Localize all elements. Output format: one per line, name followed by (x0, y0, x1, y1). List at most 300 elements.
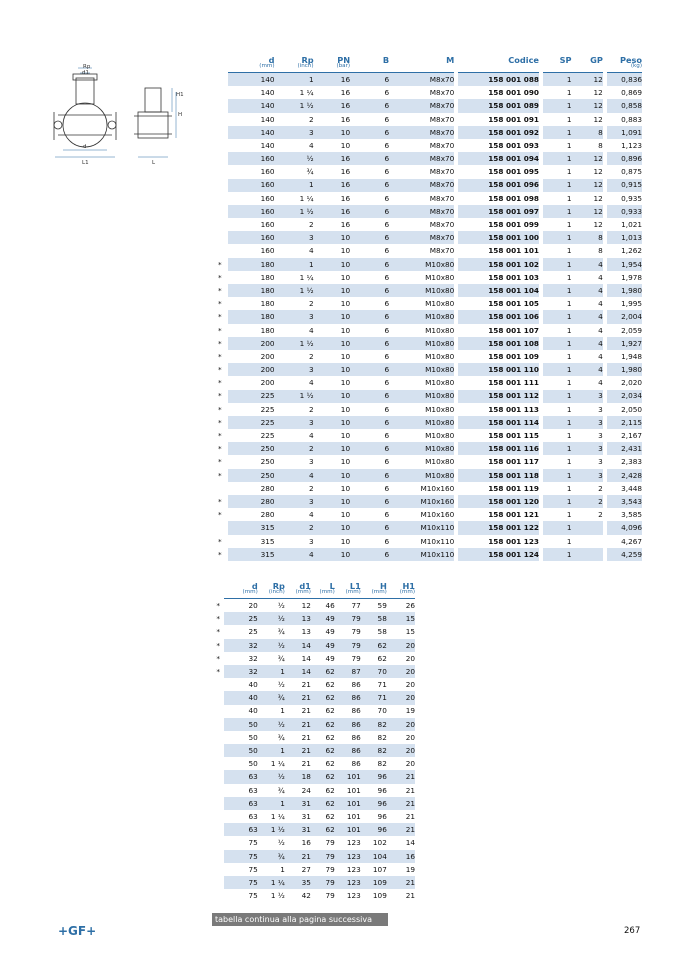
cell-gp: 8 (572, 231, 603, 244)
cell-rp: 3 (275, 363, 314, 376)
cell-b: 6 (384, 404, 390, 414)
cell-d: 40 (224, 691, 257, 704)
cell-rp: 2 (308, 483, 314, 493)
table-row (212, 469, 642, 482)
table-row (212, 548, 642, 561)
cell-peso: 3,448 (621, 483, 642, 493)
table-row (212, 889, 415, 902)
cell-codice: 158 001 101 (488, 246, 539, 256)
cell-sp: 1 (543, 126, 572, 139)
cell-h1: 21 (387, 823, 415, 836)
cell-l1: 87 (335, 665, 361, 678)
cell-rp: ¾ (306, 167, 314, 177)
cell-l1: 101 (346, 811, 361, 821)
header-pn: PN (337, 54, 351, 65)
cell-rp: 3 (275, 495, 314, 508)
cell-sp: 1 (566, 193, 572, 203)
row-star (212, 179, 228, 192)
cell-sp: 1 (543, 521, 572, 534)
cell-d: 250 (260, 457, 275, 467)
cell-pn: 10 (314, 337, 350, 350)
cell-h1: 21 (405, 891, 415, 901)
cell-codice: 158 001 104 (458, 284, 539, 297)
table-row (212, 521, 642, 534)
row-star: * (212, 455, 228, 468)
table-units-row (212, 64, 642, 73)
cell-rp: ½ (258, 639, 285, 652)
cell-h1: 26 (387, 599, 415, 613)
cell-l1: 77 (335, 599, 361, 613)
cell-peso: 3,543 (607, 495, 642, 508)
diagram-label-l: L (152, 160, 156, 166)
cell-d: 315 (228, 548, 275, 561)
cell-h1: 20 (387, 639, 415, 652)
cell-l: 62 (311, 665, 335, 678)
cell-d: 75 (224, 850, 257, 863)
cell-sp: 1 (566, 457, 572, 467)
cell-d: 25 (224, 612, 257, 625)
cell-h: 71 (361, 691, 387, 704)
cell-d1: 27 (301, 864, 311, 874)
cell-m: M10x80 (389, 390, 454, 403)
cell-gp: 12 (572, 152, 603, 165)
cell-sp: 1 (566, 114, 572, 124)
table-row (212, 297, 642, 310)
header-l1: L1 (349, 580, 361, 591)
cell-codice: 158 001 092 (458, 126, 539, 139)
cell-l: 46 (311, 599, 335, 613)
cell-sp: 1 (543, 258, 572, 271)
cell-rp: 1 ½ (270, 891, 285, 901)
row-star: * (212, 363, 228, 376)
cell-rp: 1 ¼ (299, 193, 314, 203)
cell-peso: 2,059 (621, 325, 642, 335)
cell-peso: 2,428 (607, 469, 642, 482)
cell-gp: 4 (572, 337, 603, 350)
cell-b: 6 (384, 536, 390, 546)
cell-h: 70 (361, 665, 387, 678)
cell-codice: 158 001 109 (488, 351, 539, 361)
cell-codice: 158 001 121 (488, 510, 539, 520)
cell-l1: 86 (351, 732, 361, 742)
cell-h: 96 (361, 823, 387, 836)
cell-h: 107 (372, 864, 387, 874)
table-row (212, 625, 415, 638)
row-star: * (212, 258, 228, 271)
unit-2: (mm) (285, 590, 311, 599)
cell-pn: 10 (340, 483, 351, 493)
cell-sp: 1 (566, 351, 572, 361)
cell-codice: 158 001 118 (458, 469, 539, 482)
cell-pn: 10 (340, 431, 351, 440)
cell-gp: 12 (593, 193, 603, 203)
cell-d1: 35 (285, 876, 311, 889)
cell-gp: 3 (572, 416, 603, 429)
cell-sp: 1 (543, 495, 572, 508)
cell-rp: 2 (308, 299, 314, 309)
row-star (212, 744, 224, 757)
header-d: d (268, 54, 275, 65)
cell-peso: 0,858 (607, 99, 642, 112)
cell-h1: 15 (405, 627, 415, 637)
cell-gp: 4 (598, 325, 603, 335)
cell-codice: 158 001 090 (488, 88, 539, 98)
diagram-label-d: d (83, 144, 87, 150)
row-star: * (212, 548, 228, 561)
cell-d1: 18 (285, 770, 311, 783)
cell-d1: 14 (301, 653, 311, 663)
diagram-label-h: H (178, 112, 183, 118)
cell-h1: 21 (405, 785, 415, 795)
table-row (212, 403, 642, 416)
cell-peso: 1,262 (621, 246, 642, 256)
header-b: B (382, 54, 390, 65)
row-star (212, 691, 224, 704)
cell-rp: 1 ¼ (258, 876, 285, 889)
cell-rp: 1 (258, 744, 285, 757)
cell-d: 280 (228, 495, 275, 508)
cell-rp: 1 (258, 797, 285, 810)
cell-h1: 20 (387, 744, 415, 757)
table-row (212, 192, 642, 205)
cell-m: M10x80 (425, 457, 455, 467)
cell-codice: 158 001 105 (488, 299, 539, 309)
cell-l: 62 (311, 797, 335, 810)
cell-rp: 1 (275, 258, 314, 271)
unit-1: (inch) (258, 590, 285, 599)
table-row (212, 86, 642, 99)
cell-peso: 1,091 (607, 126, 642, 139)
cell-m: M8x70 (389, 179, 454, 192)
table-row (212, 179, 642, 192)
cell-peso: 1,980 (607, 284, 642, 297)
cell-gp: 3 (572, 390, 603, 403)
cell-d: 25 (248, 627, 258, 637)
cell-d: 280 (260, 483, 275, 493)
cell-d: 200 (228, 337, 275, 350)
cell-rp: 4 (308, 140, 314, 150)
saddle-diagram (40, 60, 200, 170)
cell-b: 6 (384, 246, 390, 256)
cell-sp: 1 (566, 88, 572, 98)
cell-gp: 3 (572, 442, 603, 455)
cell-rp: 1 ½ (275, 205, 314, 218)
cell-peso: 1,013 (607, 231, 642, 244)
cell-l: 62 (325, 811, 335, 821)
cell-rp: 4 (308, 246, 314, 256)
cell-h1: 20 (405, 732, 415, 742)
table-row (212, 731, 415, 744)
cell-d: 160 (260, 220, 275, 229)
cell-rp: 1 ½ (275, 284, 314, 297)
cell-b: 6 (350, 495, 389, 508)
cell-b: 6 (350, 469, 389, 482)
cell-gp: 4 (598, 299, 603, 309)
cell-gp: 12 (572, 179, 603, 192)
cell-pn: 10 (314, 258, 350, 271)
cell-d: 250 (228, 469, 275, 482)
cell-d: 160 (260, 167, 275, 177)
cell-d: 50 (248, 759, 258, 769)
cell-h: 82 (361, 718, 387, 731)
table-row (212, 442, 642, 455)
cell-sp: 1 (543, 179, 572, 192)
cell-d: 32 (224, 639, 257, 652)
table-row (212, 390, 642, 403)
cell-d1: 13 (301, 627, 311, 637)
cell-h: 62 (361, 639, 387, 652)
cell-h: 82 (361, 744, 387, 757)
cell-rp: 1 ¼ (299, 272, 314, 282)
table-row (212, 744, 415, 757)
row-star: * (212, 324, 228, 337)
row-star (212, 482, 228, 495)
header-h1: H1 (402, 580, 415, 591)
cell-m: M10x80 (425, 404, 455, 414)
dimensions-table (212, 578, 415, 902)
cell-sp: 1 (543, 99, 572, 112)
cell-pn: 10 (314, 521, 350, 534)
cell-d: 75 (248, 891, 258, 901)
table-row (212, 836, 415, 849)
cell-l: 62 (325, 785, 335, 795)
cell-sp: 1 (543, 390, 572, 403)
cell-rp: 1 ½ (275, 337, 314, 350)
cell-gp: 8 (598, 140, 603, 150)
unit-1: (inch) (275, 64, 314, 73)
cell-gp: 12 (593, 220, 603, 229)
cell-h: 96 (361, 797, 387, 810)
cell-b: 6 (350, 548, 389, 561)
cell-sp: 1 (543, 337, 572, 350)
cell-pn: 16 (314, 73, 350, 87)
unit-3 (350, 64, 389, 73)
table-row (212, 205, 642, 218)
cell-b: 6 (350, 390, 389, 403)
cell-m: M10x80 (389, 284, 454, 297)
cell-d1: 31 (285, 823, 311, 836)
diagram-label-d1: d1 (82, 70, 89, 76)
table-row (212, 376, 642, 389)
unit-5 (458, 64, 539, 73)
cell-rp: 1 ¼ (270, 759, 285, 769)
cell-l: 62 (311, 744, 335, 757)
cell-b: 6 (350, 231, 389, 244)
cell-l1: 123 (335, 850, 361, 863)
cell-d1: 21 (301, 732, 311, 742)
row-star (212, 205, 228, 218)
cell-l: 62 (325, 706, 335, 716)
cell-m: M8x70 (389, 99, 454, 112)
table-row (212, 863, 415, 876)
cell-pn: 16 (340, 88, 351, 98)
cell-pn: 10 (340, 299, 351, 309)
cell-pn: 16 (340, 220, 351, 229)
row-star (212, 521, 228, 534)
cell-m: M8x70 (429, 114, 455, 124)
cell-sp: 1 (566, 272, 572, 282)
cell-l1: 79 (335, 639, 361, 652)
cell-pn: 10 (340, 140, 351, 150)
table-row (212, 244, 642, 257)
cell-h: 82 (377, 759, 387, 769)
unit-spacer (212, 64, 228, 73)
cell-l: 79 (325, 838, 335, 848)
cell-l: 79 (311, 850, 335, 863)
cell-pn: 10 (340, 325, 351, 335)
cell-d: 160 (228, 179, 275, 192)
cell-codice: 158 001 093 (488, 140, 539, 150)
cell-m: M10x80 (389, 363, 454, 376)
cell-h1: 20 (387, 691, 415, 704)
cell-rp: 2 (275, 442, 314, 455)
cell-rp: 3 (275, 310, 314, 323)
cell-gp: 8 (598, 246, 603, 256)
cell-d1: 21 (301, 680, 311, 690)
cell-l1: 123 (346, 864, 361, 874)
cell-d1: 42 (301, 891, 311, 901)
row-star: * (212, 639, 224, 652)
cell-d1: 16 (301, 838, 311, 848)
cell-peso: 2,020 (621, 378, 642, 388)
cell-d1: 31 (301, 811, 311, 821)
cell-pn: 10 (314, 284, 350, 297)
page-number: 267 (624, 926, 641, 936)
row-star (212, 218, 228, 231)
cell-codice: 158 001 120 (458, 495, 539, 508)
cell-l1: 101 (335, 823, 361, 836)
cell-codice: 158 001 113 (488, 404, 539, 414)
cell-h1: 20 (387, 718, 415, 731)
cell-d: 225 (228, 390, 275, 403)
cell-rp: 3 (308, 457, 314, 467)
cell-b: 6 (350, 179, 389, 192)
cell-gp: 12 (593, 88, 603, 98)
cell-rp: 1 ¼ (270, 811, 285, 821)
table-row (212, 482, 642, 495)
cell-d: 225 (228, 416, 275, 429)
cell-d1: 31 (285, 797, 311, 810)
row-star (212, 165, 228, 178)
cell-l1: 79 (335, 612, 361, 625)
cell-m: M8x70 (429, 167, 455, 177)
cell-rp: ¾ (277, 785, 285, 795)
cell-sp: 1 (566, 536, 572, 546)
cell-h: 59 (361, 599, 387, 613)
row-star (212, 797, 224, 810)
cell-d: 315 (228, 521, 275, 534)
cell-l: 62 (311, 770, 335, 783)
row-star (212, 770, 224, 783)
cell-h1: 15 (387, 612, 415, 625)
cell-l: 49 (311, 639, 335, 652)
cell-h1: 19 (405, 864, 415, 874)
cell-sp: 1 (566, 220, 572, 229)
cell-gp: 4 (598, 378, 603, 388)
cell-rp: ¾ (277, 627, 285, 637)
table-row (212, 271, 642, 284)
cell-h1: 19 (405, 706, 415, 716)
row-star: * (212, 376, 228, 389)
cell-h: 71 (377, 680, 387, 690)
cell-peso: 0,935 (621, 193, 642, 203)
cell-gp: 4 (598, 351, 603, 361)
cell-rp: 2 (308, 220, 314, 229)
cell-peso: 0,869 (621, 88, 642, 98)
row-star: * (212, 469, 228, 482)
header-d1: d1 (299, 580, 311, 591)
cell-b: 6 (384, 299, 390, 309)
cell-peso: 2,034 (607, 390, 642, 403)
cell-rp: 1 ½ (275, 99, 314, 112)
unit-4 (389, 64, 454, 73)
cell-rp: 1 (280, 706, 285, 716)
cell-d: 140 (228, 73, 275, 87)
cell-codice: 158 001 102 (458, 258, 539, 271)
cell-codice: 158 001 110 (458, 363, 539, 376)
cell-gp: 4 (572, 363, 603, 376)
table-row (212, 784, 415, 797)
cell-codice: 158 001 096 (458, 179, 539, 192)
row-star (212, 850, 224, 863)
cell-d: 250 (228, 442, 275, 455)
cell-d: 160 (260, 193, 275, 203)
cell-h1: 21 (405, 811, 415, 821)
cell-codice: 158 001 124 (458, 548, 539, 561)
cell-l1: 101 (335, 770, 361, 783)
cell-pn: 16 (340, 114, 351, 124)
cell-peso: 0,896 (607, 152, 642, 165)
cell-sp: 1 (566, 510, 572, 520)
table-row (212, 823, 415, 836)
cell-rp: 3 (308, 536, 314, 546)
cell-peso: 0,875 (621, 167, 642, 177)
cell-peso: 2,383 (621, 457, 642, 467)
cell-rp: ½ (258, 770, 285, 783)
table-row (212, 416, 642, 429)
cell-h1: 20 (405, 759, 415, 769)
cell-pn: 10 (314, 231, 350, 244)
cell-rp: ¾ (258, 691, 285, 704)
cell-d1: 21 (285, 744, 311, 757)
cell-pn: 16 (314, 205, 350, 218)
cell-codice: 158 001 119 (488, 483, 539, 493)
cell-sp: 1 (543, 548, 572, 561)
cell-rp: ½ (258, 599, 285, 613)
cell-sp: 1 (543, 152, 572, 165)
cell-rp: 4 (308, 325, 314, 335)
cell-gp (572, 521, 603, 534)
cell-pn: 10 (314, 548, 350, 561)
cell-h: 58 (377, 627, 387, 637)
cell-m: M10x80 (425, 378, 455, 388)
cell-d: 200 (260, 351, 275, 361)
cell-gp: 3 (598, 431, 603, 440)
cell-gp: 3 (572, 469, 603, 482)
cell-d: 75 (224, 876, 257, 889)
row-star (212, 836, 224, 849)
cell-l1: 101 (335, 797, 361, 810)
cell-m: M8x70 (389, 152, 454, 165)
cell-peso: 2,115 (607, 416, 642, 429)
header-h: H (379, 580, 387, 591)
cell-d: 180 (228, 284, 275, 297)
row-star: * (212, 403, 228, 416)
cell-m: M10x80 (389, 442, 454, 455)
table-row (212, 455, 642, 468)
cell-d: 63 (248, 811, 258, 821)
cell-d: 140 (260, 140, 275, 150)
